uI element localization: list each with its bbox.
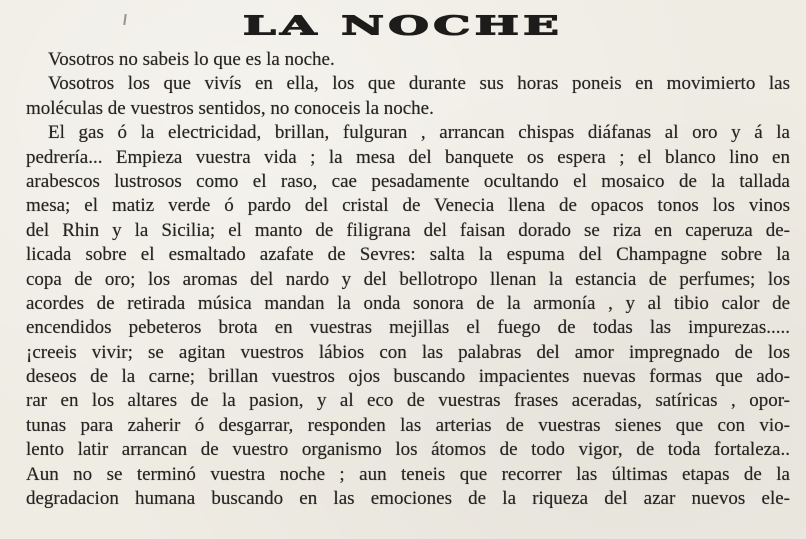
- text-line: Vosotros no sabeis lo que es la noche.: [48, 49, 335, 70]
- text-line: lento latir arrancan de vuestro organismo los átomos de todo vigor, de toda fortaleza..: [26, 439, 790, 461]
- text-line: acordes de retirada música mandan la onda sonora de la armonía , y al tibio calor de: [26, 292, 790, 314]
- text-line: pedrería... Empieza vuestra vida ; la mesa del banquete os espera ; el blanco lino en: [26, 146, 790, 168]
- text-line: Vosotros los que vivís en ella, los que durante sus horas poneis en movimierto las: [48, 73, 790, 95]
- text-line: mesa; el matiz verde ó pardo del cristal de Venecia llena de opacos tonos los vinos: [26, 195, 790, 217]
- article-body: [26, 48, 790, 511]
- text-line: Aun no se terminó vuestra noche ; aun teneis que recorrer las últimas etapas de la: [26, 463, 790, 485]
- text-line: moléculas de vuestros sentidos, no conoceis la noche.: [26, 97, 434, 119]
- text-line: licada sobre el esmaltado azafate de Sevres: salta la espuma del Champagne sobre la: [26, 244, 790, 266]
- text-line: arabescos lustrosos como el raso, cae pesadamente ocultando el mosaico de la tallada: [26, 170, 790, 192]
- text-line: degradacion humana buscando en las emociones de la riqueza del azar nuevos ele-: [26, 488, 790, 510]
- text-line: copa de oro; los aromas del nardo y del bellotropo llenan la estancia de perfumes; los: [26, 268, 790, 290]
- text-line: deseos de la carne; brillan vuestros ojos buscando impacientes nuevas formas que ado-: [26, 366, 790, 388]
- text-line: encendidos pebeteros brota en vuestras mejillas el fuego de todas las impurezas.....: [26, 317, 790, 339]
- text-line: rar en los altares de la pasion, y al eco de vuestras frases aceradas, satíricas , opor-: [26, 390, 790, 412]
- article-title-text: LA NOCHE: [242, 10, 564, 42]
- text-line: tunas para zaherir ó desgarrar, responden las arterias de vuestras sienes que con vio-: [26, 414, 790, 436]
- text-line: ¡creeis vivir; se agitan vuestros lábios con las palabras del amor impregnado de los: [26, 341, 790, 363]
- text-line: del Rhin y la Sicilia; el manto de filigrana del faisan dorado se riza en caperuza de-: [26, 219, 790, 241]
- text-line: El gas ó la electricidad, brillan, fulguran , arrancan chispas diáfanas al oro y á la: [48, 122, 790, 144]
- article-title: [0, 6, 806, 46]
